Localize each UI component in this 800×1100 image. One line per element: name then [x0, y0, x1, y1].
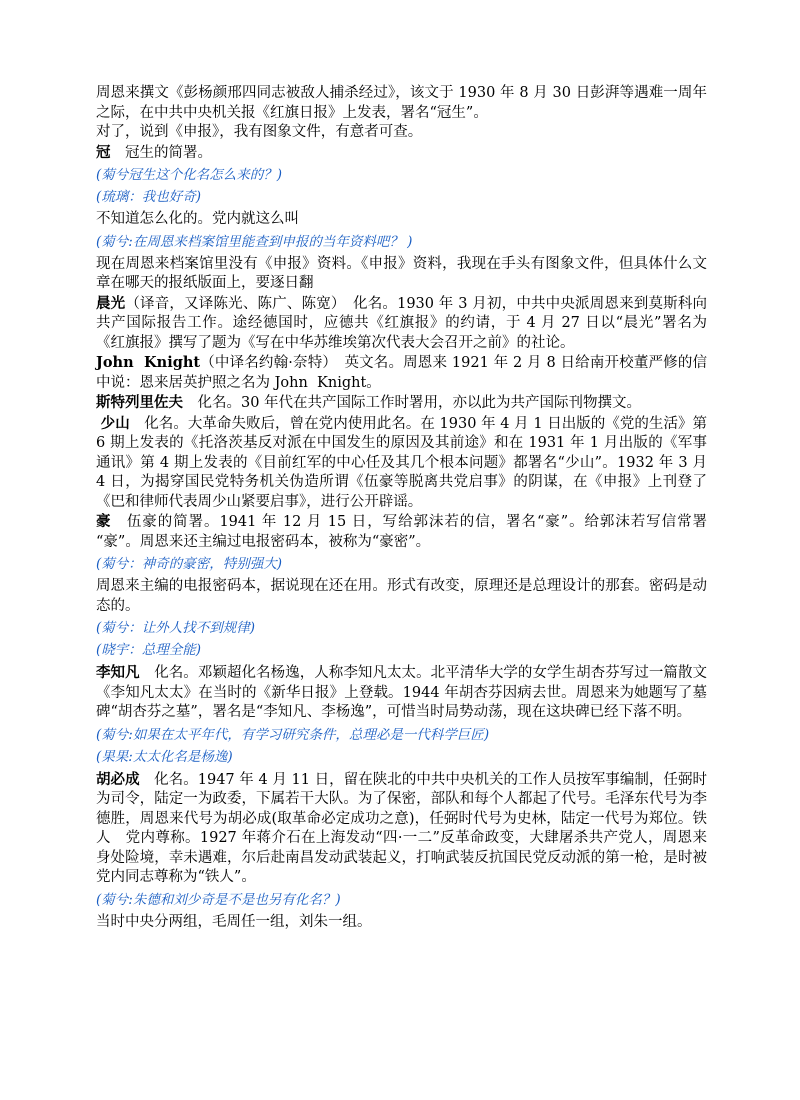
forum-comment: [96, 726, 707, 745]
alias-name: 少山: [100, 414, 130, 432]
alias-name: 李知凡: [96, 664, 140, 681]
body-paragraph: [96, 84, 707, 123]
body-paragraph: [96, 255, 707, 294]
body-paragraph: [96, 294, 707, 354]
text-run: (琉璃：我也好奇): [96, 189, 202, 205]
body-paragraph: [96, 393, 707, 414]
forum-comment: [96, 555, 707, 574]
text-run: (菊兮：神奇的豪密，特别强大): [96, 556, 283, 572]
text-run: 现在周恩来档案馆里没有《申报》资料。《申报》资料，我现在手头有图象文件，但具体什么文章在哪天的报纸版面上，要逐日翻: [96, 255, 707, 291]
text-run: 冠生的简署。: [110, 144, 212, 161]
body-paragraph: [96, 663, 707, 723]
forum-comment: [96, 619, 707, 638]
text-run: 当时中央分两组，毛周任一组，刘朱一组。: [96, 913, 372, 930]
alias-name: John Knight: [96, 354, 201, 371]
text-run: 不知道怎么化的。党内就这么叫: [96, 211, 299, 227]
text-run: 伍豪的简署。1941 年 12 月 15 日，写给郭沫若的信，署名“豪”。给郭沫若写信常署“豪”。周恩来还主编过电报密码本，被称为“豪密”。: [96, 514, 708, 550]
text-run: (晓宇：总理全能): [96, 642, 202, 658]
text-run: (菊兮:朱德和刘少奇是不是也另有化名？): [96, 891, 341, 908]
body-paragraph: [96, 210, 707, 230]
text-run: (菊兮:在周恩来档案馆里能查到申报的当年资料吧？ ): [96, 233, 413, 250]
text-run: 化名。大革命失败后，曾在党内使用此名。在 1930 年 4 月 1 日出版的《党的生活》第 6 期上发表的《托洛茨基反对派在中国发生的原因及其前途》和在 1931 年 1 月出版的《军事通讯》第 4 期上发表的《目前红军的中心任及其几个根本问题》都署名“少山”。1932 年 3 月 4 日，为揭穿国民党特务机关伪造所谓《伍豪等脱离共党启事》的阴谋，在《申报》上刊登了《巴和律师代表周少山紧要启事》，进行公开辟谣。: [96, 415, 712, 510]
forum-comment: [96, 891, 707, 910]
body-paragraph: [96, 770, 707, 888]
text-run: 化名。1947 年 4 月 11 日，留在陕北的中共中央机关的工作人员按军事编制，任弼时为司令，陆定一为政委，下属若干大队。为了保密，部队和每个人都起了代号。毛泽东代号为李德胜，周恩来代号为胡必成(取革命必定成功之意)，任弼时代号为史林，陆定一代号为郑位。铁人 党内尊称。1927 年蒋介石在上海发动“四·一二”反革命政变，大肆屠杀共产党人，周恩来身处险境，幸未遇难，尔后赴南昌发动武装起义，打响武装反抗国民党反动派的第一枪，是时被党内同志尊称为“铁人”。: [96, 771, 708, 885]
text-run: 化名。邓颖超化名杨逸，人称李知凡太太。北平清华大学的女学生胡杏芬写过一篇散文《李知凡太太》在当时的《新华日报》上登载。1944 年胡杏芬因病去世。周恩来为她题写了墓碑“胡杏芬之墓”，署名是“李知凡、李杨逸”，可惜当时局势动荡，现在这块碑已经下落不明。: [96, 665, 708, 720]
text-run: (果果:太太化名是杨逸): [96, 748, 233, 765]
body-paragraph: [96, 414, 712, 513]
text-run: （译音，又译陈光、陈广、陈宽） 化名。1930 年 3 月初，中共中央派周恩来到莫斯科向共产国际报告工作。途经德国时，应德共《红旗报》的约请，于 4 月 27 日以“晨光”署名为《红旗报》撰写了题为《写在中华苏维埃第次代表大会召开之前》的社论。: [96, 295, 708, 351]
alias-name: 胡必成: [96, 770, 140, 788]
body-paragraph: [96, 353, 707, 393]
text-run: 化名。30 年代在共产国际工作时署用，亦以此为共产国际刊物撰文。: [183, 395, 642, 411]
body-paragraph: [96, 512, 707, 552]
alias-name: 豪: [96, 513, 112, 530]
text-run: (菊兮：让外人找不到规律): [96, 620, 256, 636]
alias-name: 斯特列里佐夫: [96, 394, 183, 411]
forum-comment: [96, 641, 707, 660]
text-run: (菊兮:如果在太平年代，有学习研究条件，总理必是一代科学巨匠): [96, 726, 490, 743]
text-run: 周恩来撰文《彭杨颜邢四同志被敌人捕杀经过》，该文于 1930 年 8 月 30 日彭湃等遇难一周年之际，在中共中央机关报《红旗日报》上发表，署名“冠生”。: [96, 85, 707, 121]
body-paragraph: [96, 913, 707, 933]
forum-comment: [96, 748, 707, 767]
forum-comment: [96, 166, 707, 185]
text-run: （中译名约翰·奈特） 英文名。周恩来 1921 年 2 月 8 日给南开校董严修的信中说：恩来居英护照之名为 John Knight。: [96, 355, 707, 391]
forum-comment: [96, 188, 707, 207]
body-paragraph: [96, 143, 707, 164]
body-paragraph: [96, 577, 707, 616]
body-paragraph: [96, 123, 707, 143]
forum-comment: [96, 233, 707, 252]
alias-name: 晨光: [96, 294, 126, 312]
text-run: (菊兮冠生这个化名怎么来的？): [96, 167, 283, 183]
text-run: 对了，说到《申报》，我有图象文件，有意者可查。: [96, 124, 423, 140]
text-run: 周恩来主编的电报密码本，据说现在还在用。形式有改变，原理还是总理设计的那套。密码是动态的。: [96, 578, 707, 614]
alias-name: 冠: [96, 143, 111, 161]
